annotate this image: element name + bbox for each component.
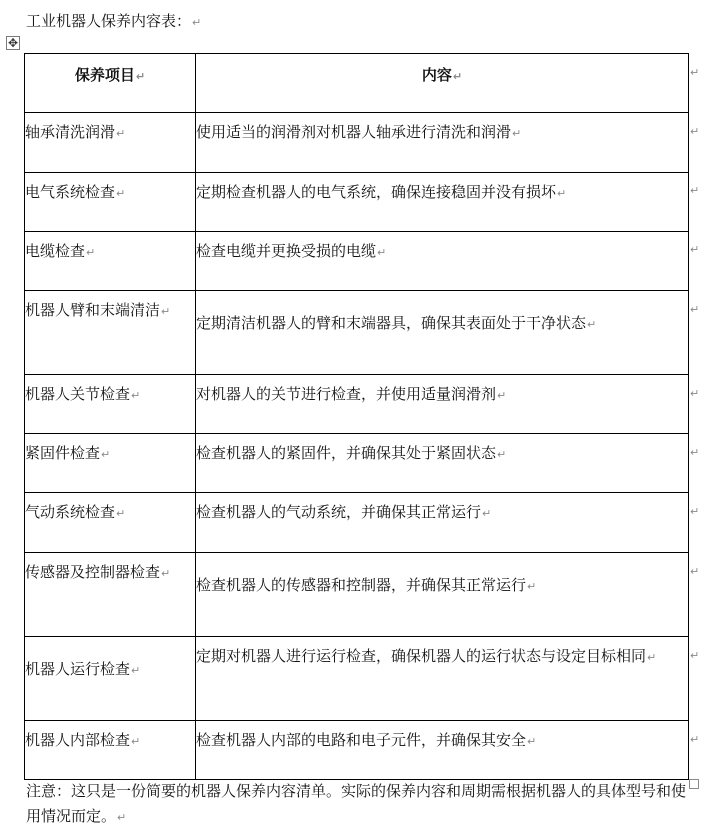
table-row	[25, 721, 689, 780]
paragraph-mark-icon: ↵	[86, 246, 96, 259]
paragraph-mark-icon: ↵	[587, 318, 597, 331]
note-text: 注意：这只是一份简要的机器人保养内容清单。实际的保养内容和周期需根据机器人的具体型号和使用情况而定。	[26, 782, 687, 825]
document-title-text: 工业机器人保养内容表：	[26, 12, 192, 30]
table-row	[25, 232, 689, 291]
content-cell[interactable]	[196, 291, 689, 375]
table-row	[25, 291, 689, 375]
item-cell[interactable]	[25, 113, 196, 173]
item-cell[interactable]	[25, 637, 196, 721]
paragraph-mark-icon: ↵	[377, 246, 387, 259]
item-text: 机器人关节检查	[25, 385, 131, 403]
content-cell[interactable]	[196, 434, 689, 493]
paragraph-mark-icon: ↵	[497, 448, 507, 461]
paragraph-mark-icon: ↵	[135, 70, 146, 83]
table-row	[25, 493, 689, 553]
row-end-mark-icon: ↵	[690, 505, 700, 518]
paragraph-mark-icon: ↵	[452, 70, 463, 83]
paragraph-mark-icon: ↵	[192, 16, 202, 29]
item-text: 传感器及控制器检查	[25, 563, 161, 581]
note-paragraph	[26, 779, 686, 830]
paragraph-mark-icon: ↵	[527, 735, 537, 748]
item-text: 紧固件检查	[25, 444, 101, 462]
content-cell[interactable]	[196, 493, 689, 553]
paragraph-mark-icon: ↵	[116, 127, 126, 140]
content-text: 使用适当的润滑剂对机器人轴承进行清洗和润滑	[196, 123, 512, 141]
paragraph-mark-icon: ↵	[116, 187, 126, 200]
table-row	[25, 173, 689, 232]
paragraph-mark-icon: ↵	[131, 389, 141, 402]
row-end-mark-icon: ↵	[690, 125, 700, 138]
content-text: 检查机器人的传感器和控制器，并确保其正常运行	[196, 576, 527, 594]
paragraph-mark-icon: ↵	[161, 567, 171, 580]
paragraph-mark-icon: ↵	[101, 448, 111, 461]
table-resize-handle[interactable]	[689, 779, 699, 789]
table-row	[25, 375, 689, 434]
paragraph-mark-icon: ↵	[557, 187, 567, 200]
item-cell[interactable]	[25, 232, 196, 291]
item-text: 机器人内部检查	[25, 731, 131, 749]
content-text: 定期检查机器人的电气系统，确保连接稳固并没有损坏	[196, 183, 557, 201]
header-item[interactable]	[25, 54, 196, 113]
row-end-mark-icon: ↵	[690, 565, 700, 578]
paragraph-mark-icon: ↵	[497, 389, 507, 402]
header-content-label: 内容	[421, 66, 452, 84]
item-text: 电气系统检查	[25, 183, 116, 201]
paragraph-mark-icon: ↵	[482, 507, 492, 520]
content-cell[interactable]	[196, 375, 689, 434]
item-text: 机器人运行检查	[25, 660, 131, 678]
row-end-mark-icon: ↵	[690, 66, 700, 79]
item-text: 轴承清洗润滑	[25, 123, 116, 141]
content-cell[interactable]	[196, 637, 689, 721]
content-cell[interactable]	[196, 553, 689, 637]
item-text: 电缆检查	[25, 242, 86, 260]
row-end-mark-icon: ↵	[690, 733, 700, 746]
paragraph-mark-icon: ↵	[131, 735, 141, 748]
table-move-handle-icon[interactable]: ✥	[7, 36, 19, 50]
content-text: 检查机器人内部的电路和电子元件，并确保其安全	[196, 731, 527, 749]
content-text: 定期清洁机器人的臂和末端器具，确保其表面处于干净状态	[196, 314, 587, 332]
content-text: 定期对机器人进行运行检查，确保机器人的运行状态与设定目标相同	[196, 647, 647, 665]
content-cell[interactable]	[196, 113, 689, 173]
content-cell[interactable]	[196, 232, 689, 291]
item-cell[interactable]	[25, 375, 196, 434]
paragraph-mark-icon: ↵	[117, 811, 127, 824]
item-cell[interactable]	[25, 173, 196, 232]
paragraph-mark-icon: ↵	[131, 664, 141, 677]
table-row	[25, 113, 689, 173]
row-end-mark-icon: ↵	[690, 303, 700, 316]
paragraph-mark-icon: ↵	[512, 127, 522, 140]
item-cell[interactable]	[25, 553, 196, 637]
paragraph-mark-icon: ↵	[647, 651, 657, 664]
content-text: 对机器人的关节进行检查，并使用适量润滑剂	[196, 385, 497, 403]
item-cell[interactable]	[25, 434, 196, 493]
row-end-mark-icon: ↵	[690, 184, 700, 197]
paragraph-mark-icon: ↵	[116, 507, 126, 520]
item-cell[interactable]	[25, 291, 196, 375]
row-end-mark-icon: ↵	[690, 446, 700, 459]
content-text: 检查机器人的气动系统，并确保其正常运行	[196, 503, 482, 521]
row-end-mark-icon: ↵	[690, 387, 700, 400]
header-content[interactable]	[196, 54, 689, 113]
content-text: 检查电缆并更换受损的电缆	[196, 242, 377, 260]
table-header-row	[25, 54, 689, 113]
table-row	[25, 637, 689, 721]
paragraph-mark-icon: ↵	[161, 305, 171, 318]
item-text: 机器人臂和末端清洁	[25, 301, 161, 319]
row-end-mark-icon: ↵	[690, 649, 700, 662]
paragraph-mark-icon: ↵	[527, 580, 537, 593]
table-row	[25, 434, 689, 493]
row-end-mark-icon: ↵	[690, 243, 700, 256]
table-row	[25, 553, 689, 637]
item-cell[interactable]	[25, 721, 196, 780]
document-title	[26, 10, 201, 34]
item-cell[interactable]	[25, 493, 196, 553]
item-text: 气动系统检查	[25, 503, 116, 521]
header-item-label: 保养项目	[74, 66, 135, 84]
content-cell[interactable]	[196, 721, 689, 780]
content-cell[interactable]	[196, 173, 689, 232]
maintenance-table	[24, 53, 689, 780]
content-text: 检查机器人的紧固件，并确保其处于紧固状态	[196, 444, 497, 462]
